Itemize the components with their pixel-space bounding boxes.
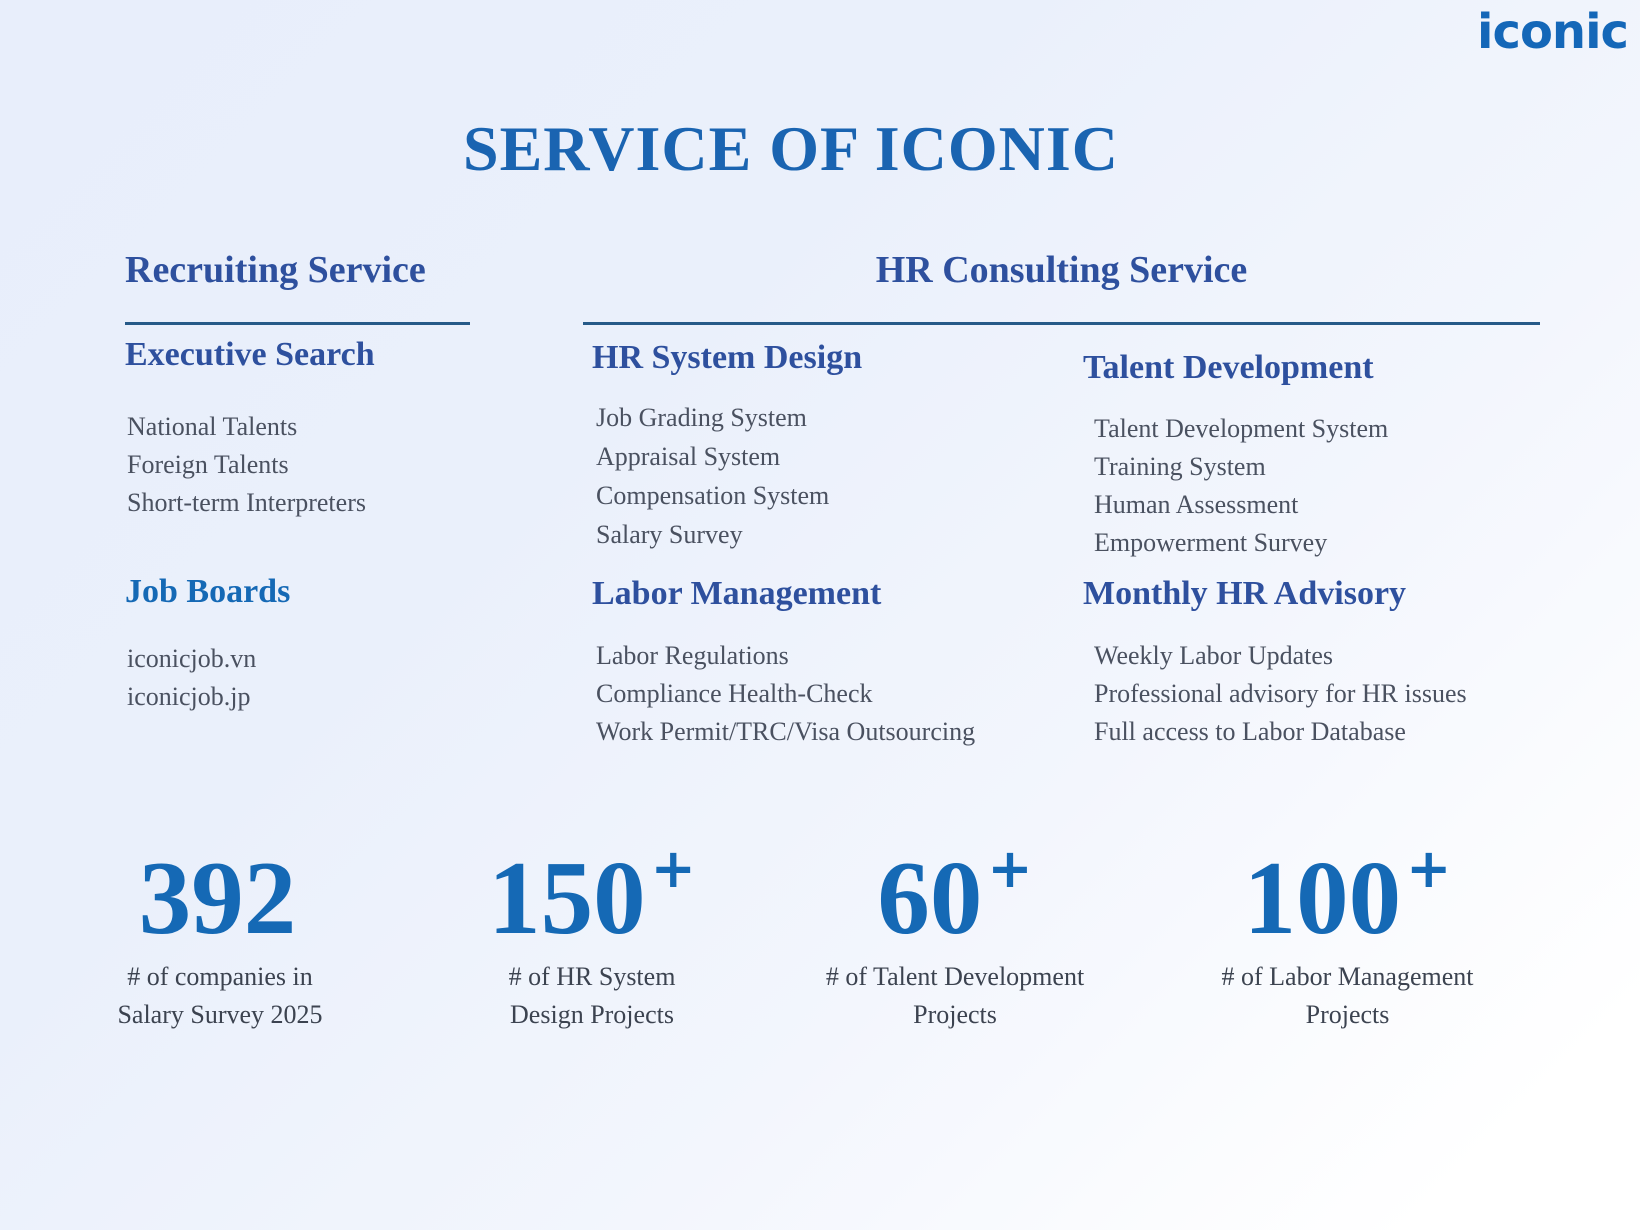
stat-number-text: 150 — [488, 839, 646, 956]
list-item: Training System — [1094, 452, 1266, 481]
stat-value — [60, 839, 380, 956]
executive-search-items — [127, 408, 366, 522]
stat-caption-line: # of HR System — [508, 962, 676, 991]
job-boards-items — [127, 640, 256, 716]
recruiting-service-heading: Recruiting Service — [125, 249, 426, 291]
list-item: Compensation System — [596, 481, 830, 510]
list-item: Empowerment Survey — [1094, 528, 1328, 557]
list-item: Weekly Labor Updates — [1094, 641, 1334, 670]
list-item: Full access to Labor Database — [1094, 717, 1406, 746]
stat-talent-development-projects — [770, 837, 1140, 1034]
stat-value — [1160, 837, 1535, 956]
stat-caption-line: Design Projects — [510, 1000, 674, 1029]
stat-companies-salary-survey — [60, 839, 380, 1034]
list-item: Job Grading System — [596, 403, 807, 432]
iconic-logo: iconic — [1477, 4, 1628, 60]
stat-caption-line: Projects — [913, 1000, 997, 1029]
consulting-underline — [583, 322, 1540, 325]
hr-system-design-items — [596, 398, 829, 554]
stat-caption-line: Salary Survey 2025 — [117, 1000, 323, 1029]
stat-number-text: 60 — [877, 839, 983, 956]
stat-value — [770, 837, 1140, 956]
list-item: Compliance Health-Check — [596, 679, 873, 708]
list-item: Talent Development System — [1094, 414, 1389, 443]
stat-caption — [770, 958, 1140, 1034]
list-item: Foreign Talents — [127, 450, 289, 479]
plus-suffix: + — [987, 837, 1033, 900]
plus-suffix: + — [1406, 837, 1452, 900]
talent-development-items — [1094, 410, 1388, 562]
stat-value — [417, 837, 767, 956]
stat-hr-system-design-projects — [417, 837, 767, 1034]
list-item-iconicjob-jp: iconicjob.jp — [127, 682, 251, 711]
hr-consulting-service-heading: HR Consulting Service — [875, 249, 1248, 291]
stat-caption-line: # of Labor Management — [1221, 962, 1474, 991]
list-item: Appraisal System — [596, 442, 781, 471]
stat-caption-line: Projects — [1305, 1000, 1390, 1029]
talent-development-heading: Talent Development — [1083, 349, 1374, 386]
list-item: National Talents — [127, 412, 298, 441]
monthly-hr-advisory-items — [1094, 637, 1467, 751]
list-item: Human Assessment — [1094, 490, 1299, 519]
stat-caption-line: # of Talent Development — [825, 962, 1085, 991]
list-item: Work Permit/TRC/Visa Outsourcing — [596, 717, 976, 746]
labor-management-items — [596, 637, 975, 751]
list-item-iconicjob-vn: iconicjob.vn — [127, 644, 257, 673]
hr-system-design-heading: HR System Design — [592, 339, 863, 376]
job-boards-heading: Job Boards — [125, 573, 291, 610]
stat-caption-line: # of companies in — [127, 962, 313, 991]
recruiting-underline — [125, 322, 470, 325]
stat-number-text: 100 — [1243, 839, 1402, 956]
list-item: Professional advisory for HR issues — [1094, 679, 1467, 708]
page-title: SERVICE OF ICONIC — [462, 113, 1120, 184]
stat-caption — [417, 958, 767, 1034]
stat-labor-management-projects — [1160, 837, 1535, 1034]
monthly-hr-advisory-heading: Monthly HR Advisory — [1083, 575, 1407, 612]
stat-caption — [60, 958, 380, 1034]
labor-management-heading: Labor Management — [592, 575, 882, 612]
stat-caption — [1160, 958, 1535, 1034]
executive-search-heading: Executive Search — [125, 336, 375, 373]
list-item: Labor Regulations — [596, 641, 789, 670]
list-item: Salary Survey — [596, 520, 743, 549]
list-item: Short-term Interpreters — [127, 488, 366, 517]
plus-suffix: + — [650, 837, 696, 900]
stat-number-text: 392 — [138, 839, 297, 956]
